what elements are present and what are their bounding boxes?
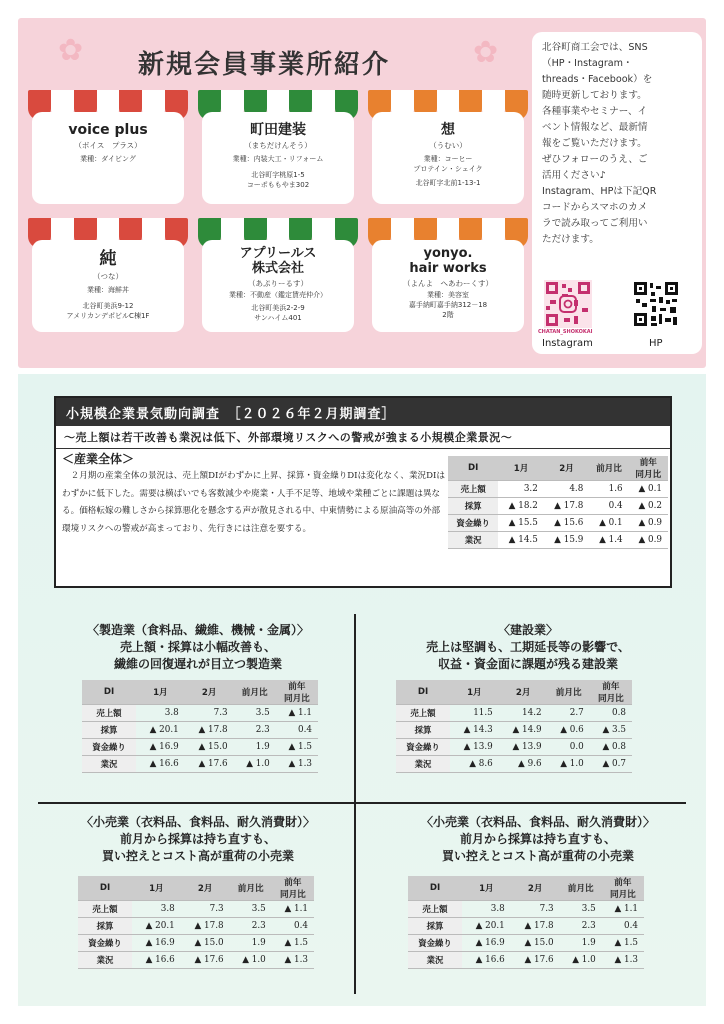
shop-name: 想 — [441, 122, 455, 138]
quadrant-line: 前月から採算は持ち直すも、 — [119, 832, 276, 846]
table-cell: ▲ 0.8 — [602, 742, 626, 752]
table-cell: 業況 — [82, 756, 136, 773]
quadrant-line: 買い控えとコスト高が重荷の小売業 — [441, 849, 634, 863]
table-header-cell: 前月比 — [560, 876, 602, 901]
shop-name-2: 株式会社 — [251, 261, 304, 276]
page-title: 新規会員事業所紹介 — [138, 50, 391, 80]
table-cell: 資金繰り — [78, 935, 132, 952]
shop-card-6 — [368, 218, 528, 333]
table-cell: ▲ 20.1 — [475, 921, 505, 931]
table-row — [78, 952, 314, 969]
sns-info-line: コードからスマホのカメ — [542, 202, 648, 213]
quadrant-line: 売上額・採算は小幅改善も、 — [119, 640, 276, 654]
sakura-icon: ✿ — [473, 35, 499, 70]
quadrant-di-table — [396, 680, 632, 773]
table-cell: ▲ 1.4 — [599, 535, 623, 545]
table-cell: ▲ 16.6 — [145, 955, 175, 965]
table-cell: 売上額 — [408, 901, 462, 918]
table-cell: ▲ 16.9 — [145, 938, 175, 948]
sns-info-line: 北谷町商工会では、SNS — [542, 42, 648, 53]
table-header-cell: 2月 — [511, 876, 560, 901]
table-cell: 3.2 — [523, 484, 538, 494]
hp-qr-icon[interactable] — [632, 280, 680, 328]
table-cell: ▲ 0.1 — [638, 484, 662, 494]
quadrant-heading: 〈建設業〉 — [497, 623, 558, 637]
table-cell: 1.6 — [608, 484, 623, 494]
table-row — [82, 722, 318, 739]
quadrant-construction — [378, 622, 678, 769]
shop-info: 業種：内装大工・リフォーム 北谷町字桃原1-5 コーポももやま302 — [232, 155, 324, 189]
instagram-handle: CHATAN_SHOKOKAI — [538, 329, 593, 335]
table-header-cell: 1月 — [462, 876, 511, 901]
table-header-cell: DI — [82, 680, 136, 705]
table-header-cell: 2月 — [544, 456, 590, 481]
table-cell: ▲ 1.1 — [288, 708, 312, 718]
table-cell: 0.4 — [294, 921, 308, 931]
table-cell: 4.8 — [569, 484, 584, 494]
table-header-cell: 前年 同月比 — [276, 680, 318, 705]
table-cell: 3.5 — [581, 904, 596, 914]
table-cell: ▲ 16.6 — [475, 955, 505, 965]
shop-name: 町田建装 — [250, 122, 306, 138]
table-header-cell: 前月比 — [234, 680, 276, 705]
table-cell: ▲ 1.0 — [242, 955, 266, 965]
table-header-cell: DI — [448, 456, 498, 481]
table-cell: 資金繰り — [396, 739, 450, 756]
table-header-cell: 前月比 — [230, 876, 272, 901]
table-cell: 採算 — [78, 918, 132, 935]
quadrant-manufacturing — [48, 622, 348, 769]
table-header-cell: 1月 — [450, 680, 499, 705]
table-header-cell: 前年 同月比 — [272, 876, 314, 901]
sns-info-panel — [532, 32, 702, 354]
table-cell: ▲ 15.0 — [524, 938, 554, 948]
table-cell: ▲ 0.6 — [560, 725, 584, 735]
table-cell: 資金繰り — [82, 739, 136, 756]
table-cell: 売上額 — [396, 705, 450, 722]
table-cell: 7.3 — [209, 904, 224, 914]
quadrant-line: 繊維の回復遅れが目立つ製造業 — [113, 657, 282, 671]
shop-card-4 — [28, 218, 188, 333]
table-cell: ▲ 17.8 — [554, 501, 584, 511]
table-cell: ▲ 14.5 — [508, 535, 538, 545]
shop-reading: （ボイス プラス） — [74, 141, 142, 150]
sns-info-line: 報をご覧いただけます。 — [542, 138, 647, 149]
table-header-cell: 前年 同月比 — [590, 680, 632, 705]
overall-heading: ＜産業全体＞ — [62, 452, 135, 466]
table-cell: ▲ 1.0 — [560, 759, 584, 769]
table-cell: ▲ 0.9 — [638, 518, 662, 528]
table-header-cell: 2月 — [181, 876, 230, 901]
table-cell: ▲ 3.5 — [602, 725, 626, 735]
table-row — [396, 756, 632, 773]
table-header-cell: 前年 同月比 — [602, 876, 644, 901]
table-cell: ▲ 17.6 — [198, 759, 228, 769]
shop-reading: （よんよ へあわーくす） — [403, 279, 493, 288]
table-cell: ▲ 20.1 — [145, 921, 175, 931]
table-cell: ▲ 16.9 — [149, 742, 179, 752]
table-cell: 3.8 — [490, 904, 505, 914]
table-cell: ▲ 15.9 — [554, 535, 584, 545]
table-header-cell: 前月比 — [548, 680, 590, 705]
table-cell: 0.4 — [298, 725, 312, 735]
table-row — [408, 918, 644, 935]
shop-card-2 — [198, 90, 358, 205]
sns-info-line: threads・Facebook）を — [542, 74, 653, 85]
shop-name: アプリールス — [239, 246, 317, 261]
table-cell: 採算 — [408, 918, 462, 935]
table-cell: ▲ 17.8 — [198, 725, 228, 735]
table-header-cell: 前年 同月比 — [629, 456, 668, 481]
table-cell: ▲ 14.9 — [512, 725, 542, 735]
sns-info-line: 随時更新しております。 — [542, 90, 647, 101]
shop-info: 業種：美容室 嘉手納町嘉手納312－18 2階 — [408, 291, 488, 319]
table-cell: ▲ 1.5 — [284, 938, 308, 948]
table-cell: 11.5 — [473, 708, 493, 718]
table-cell: ▲ 17.6 — [194, 955, 224, 965]
table-cell: ▲ 16.9 — [475, 938, 505, 948]
shop-info: 業種：ダイビング — [80, 155, 136, 163]
quadrant-line: 売上は堅調も、工期延長等の影響で、 — [426, 640, 630, 654]
shop-info: 業種：海鮮丼 北谷町美浜9-12 アメリカンデポビルC棟1F — [66, 286, 150, 320]
table-header-cell: 1月 — [136, 680, 185, 705]
table-cell: ▲ 14.3 — [463, 725, 493, 735]
survey-title: 小規模企業景気動向調査 ［２０２６年２月期調査］ — [56, 398, 670, 426]
table-cell: ▲ 1.1 — [614, 904, 638, 914]
table-cell: 1.9 — [581, 938, 596, 948]
quadrant-line: 収益・資金面に課題が残る建設業 — [437, 657, 618, 671]
table-cell: 3.8 — [164, 708, 179, 718]
table-row — [78, 918, 314, 935]
table-cell: ▲ 1.3 — [614, 955, 638, 965]
quadrant-line: 買い控えとコスト高が重荷の小売業 — [101, 849, 294, 863]
table-cell: ▲ 0.1 — [599, 518, 623, 528]
member-intro-section — [18, 18, 706, 368]
table-cell: 7.3 — [539, 904, 554, 914]
table-header-cell: 2月 — [499, 680, 548, 705]
quadrant-line: 前月から採算は持ち直すも、 — [459, 832, 616, 846]
table-cell: ▲ 9.6 — [518, 759, 542, 769]
table-cell: 0.8 — [612, 708, 626, 718]
table-header-cell: DI — [408, 876, 462, 901]
table-cell: 0.0 — [569, 742, 584, 752]
instagram-label: Instagram — [542, 338, 593, 349]
horizontal-divider — [38, 802, 686, 804]
table-cell: ▲ 15.0 — [198, 742, 228, 752]
table-cell: 7.3 — [213, 708, 228, 718]
table-cell: 売上額 — [82, 705, 136, 722]
table-header-cell: 1月 — [132, 876, 181, 901]
shop-reading: （まちだけんそう） — [244, 141, 312, 150]
table-header-cell: DI — [78, 876, 132, 901]
quadrant-heading: 〈製造業（食料品、繊維、機械・金属）〉 — [86, 623, 309, 637]
table-cell: ▲ 17.8 — [524, 921, 554, 931]
table-cell: 業況 — [408, 952, 462, 969]
table-cell: 業況 — [448, 532, 498, 549]
page — [18, 18, 706, 1006]
table-row — [78, 935, 314, 952]
hp-label: HP — [649, 338, 663, 349]
table-cell: 0.4 — [624, 921, 638, 931]
quadrant-retail-right — [388, 814, 688, 965]
shop-reading: （つな） — [93, 272, 123, 281]
table-cell: 2.3 — [255, 725, 270, 735]
table-cell: ▲ 15.6 — [554, 518, 584, 528]
table-cell: 採算 — [82, 722, 136, 739]
table-row — [448, 515, 668, 532]
sns-info-line: 各種事業やセミナー、イ — [542, 106, 648, 117]
quadrant-heading: 〈小売業（衣料品、食料品、耐久消費財）〉 — [420, 815, 655, 829]
sns-info-line: ラで読み取ってご利用い — [542, 218, 648, 229]
table-cell: ▲ 8.6 — [469, 759, 493, 769]
table-cell: 採算 — [396, 722, 450, 739]
table-cell: ▲ 1.0 — [572, 955, 596, 965]
table-row — [396, 739, 632, 756]
shop-info: 業種：不動産（鑑定賃売仲介） 北谷町美浜2-2-9 サンハイム401 — [229, 291, 327, 322]
survey-section — [18, 374, 706, 1006]
table-cell: 2.3 — [251, 921, 266, 931]
table-cell: ▲ 13.9 — [463, 742, 493, 752]
table-cell: 業況 — [78, 952, 132, 969]
table-cell: ▲ 17.8 — [194, 921, 224, 931]
table-header-cell: 前月比 — [589, 456, 628, 481]
table-cell: 1.9 — [255, 742, 270, 752]
table-cell: 2.3 — [581, 921, 596, 931]
shop-card-5 — [198, 218, 358, 333]
table-row — [82, 756, 318, 773]
table-cell: 3.5 — [255, 708, 270, 718]
table-cell: 1.9 — [251, 938, 266, 948]
quadrant-heading: 〈小売業（衣料品、食料品、耐久消費財）〉 — [80, 815, 315, 829]
shop-name: 純 — [99, 249, 117, 269]
sns-info-line: 活用ください♪ — [542, 170, 606, 181]
shop-reading: （うむい） — [429, 141, 467, 150]
shop-name-2: hair works — [409, 261, 487, 276]
table-cell: ▲ 0.9 — [638, 535, 662, 545]
table-cell: ▲ 1.5 — [288, 742, 312, 752]
instagram-qr-icon[interactable] — [544, 280, 592, 328]
table-cell: 業況 — [396, 756, 450, 773]
quadrant-retail-left — [48, 814, 348, 965]
sns-info-line: ただけます。 — [542, 234, 599, 245]
table-cell: 2.7 — [569, 708, 584, 718]
table-cell: ▲ 17.6 — [524, 955, 554, 965]
shop-reading: （あぷりーるす） — [248, 279, 308, 288]
table-cell: 資金繰り — [448, 515, 498, 532]
quadrant-di-table — [408, 876, 644, 969]
table-cell: ▲ 1.5 — [614, 938, 638, 948]
shop-info: 業種：コーヒー プロテイン・シェイク 北谷町字北前1-13-1 — [413, 155, 483, 187]
table-cell: ▲ 1.0 — [246, 759, 270, 769]
shop-card-3 — [368, 90, 528, 205]
overall-body: ２月期の産業全体の景況は、売上額DIがわずかに上昇、採算・資金繰りDIは変化なく、業況DIはわずかに低下した。需要は横ばいでも客数減少や廃業・人手不足等、地域や業種ごとに課題は異なる。価格転嫁の難しさから採算悪化を懸念する声が散見される中、中東情勢による原油高等の外部環境リスクへの警戒が高まっており、先行きには注意を要する。 — [62, 471, 446, 534]
table-row — [82, 705, 318, 722]
table-cell: ▲ 18.2 — [508, 501, 538, 511]
table-cell: ▲ 1.1 — [284, 904, 308, 914]
table-cell: 売上額 — [448, 481, 498, 498]
survey-subtitle: ～売上額は若干改善も業況は低下、外部環境リスクへの警戒が強まる小規模企業景況～ — [56, 426, 670, 449]
table-cell: ▲ 15.5 — [508, 518, 538, 528]
table-cell: ▲ 13.9 — [512, 742, 542, 752]
table-row — [408, 901, 644, 918]
quadrant-di-table — [82, 680, 318, 773]
table-cell: 3.5 — [251, 904, 266, 914]
sns-info-line: （HP・Instagram・ — [542, 58, 633, 69]
table-row — [78, 901, 314, 918]
table-row — [396, 705, 632, 722]
table-row — [396, 722, 632, 739]
table-header-cell: 2月 — [185, 680, 234, 705]
table-cell: 売上額 — [78, 901, 132, 918]
table-cell: ▲ 15.0 — [194, 938, 224, 948]
survey-box — [54, 396, 672, 588]
table-cell: 14.2 — [522, 708, 542, 718]
table-cell: ▲ 1.3 — [288, 759, 312, 769]
table-row — [448, 532, 668, 549]
sakura-icon: ✿ — [58, 33, 84, 68]
table-row — [408, 935, 644, 952]
table-cell: ▲ 0.7 — [602, 759, 626, 769]
table-row — [408, 952, 644, 969]
table-cell: ▲ 16.6 — [149, 759, 179, 769]
vertical-divider — [354, 614, 356, 994]
table-header-cell: DI — [396, 680, 450, 705]
table-cell: 3.8 — [160, 904, 175, 914]
table-cell: 採算 — [448, 498, 498, 515]
sns-info-line: ベント情報など、最新情 — [542, 122, 648, 133]
table-row — [82, 739, 318, 756]
shop-card-1 — [28, 90, 188, 205]
overall-di-table — [448, 456, 668, 549]
shop-name: voice plus — [68, 122, 148, 138]
table-row — [448, 481, 668, 498]
table-cell: ▲ 20.1 — [149, 725, 179, 735]
sns-info-line: ぜひフォローのうえ、ご — [542, 154, 648, 165]
sns-info-line: Instagram、HPは下記QR — [542, 186, 657, 197]
table-header-cell: 1月 — [498, 456, 544, 481]
table-cell: 資金繰り — [408, 935, 462, 952]
sns-info-text — [542, 40, 692, 248]
table-cell: 0.4 — [608, 501, 623, 511]
quadrant-di-table — [78, 876, 314, 969]
table-row — [448, 498, 668, 515]
table-cell: ▲ 0.2 — [638, 501, 662, 511]
table-cell: ▲ 1.3 — [284, 955, 308, 965]
shop-name: yonyo. — [423, 246, 473, 261]
